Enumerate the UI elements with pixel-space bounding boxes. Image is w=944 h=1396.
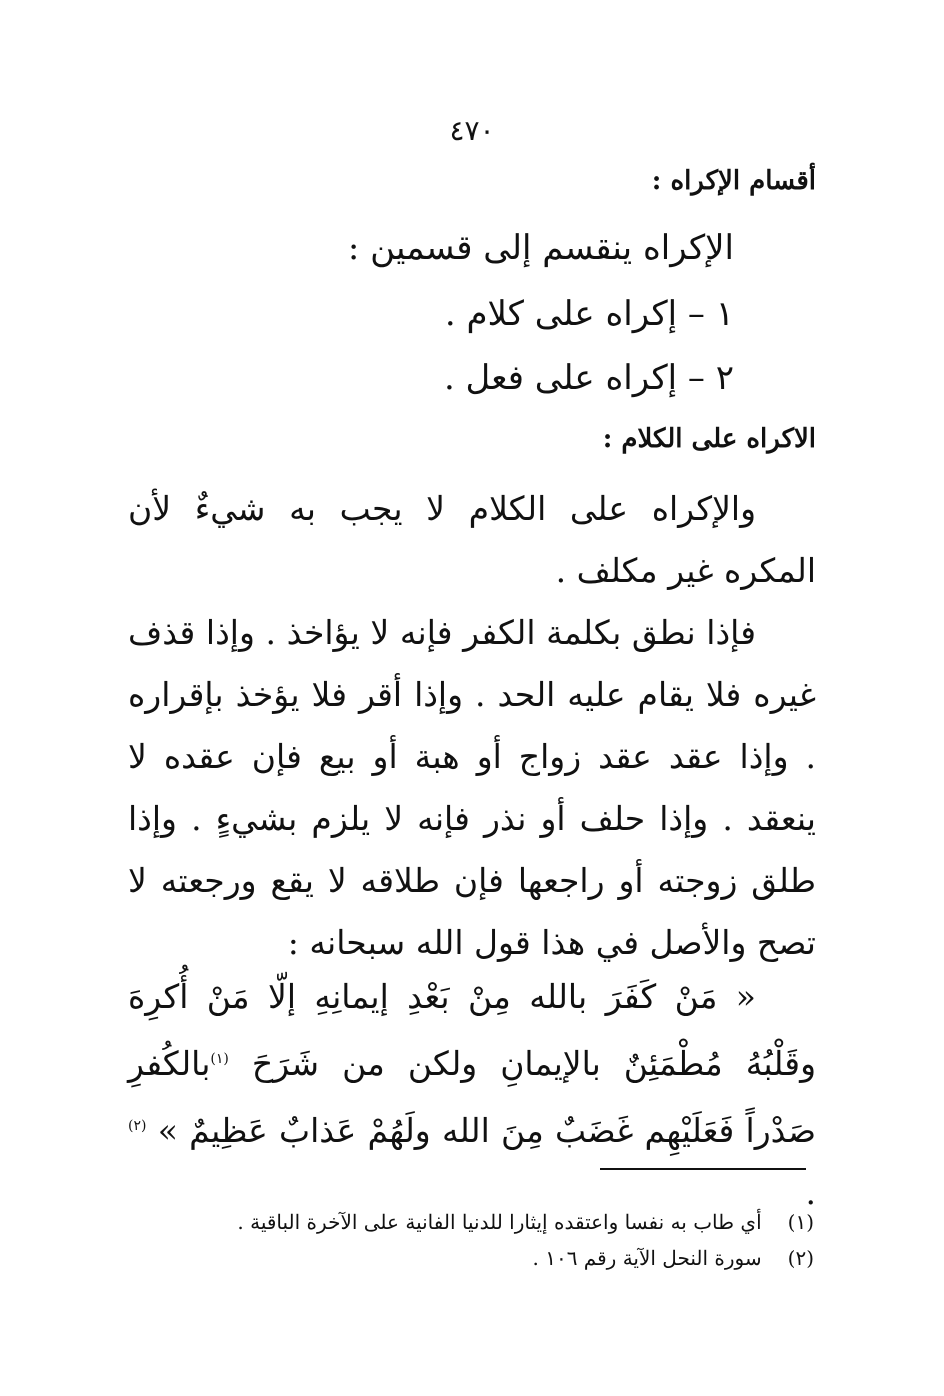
quote-end: . bbox=[805, 1173, 816, 1212]
list-item-2: ٢ – إكراه على فعل . bbox=[443, 358, 734, 398]
subsection-heading: الاكراه على الكلام : bbox=[602, 424, 816, 454]
quran-quote bbox=[128, 966, 816, 1224]
footnote-divider bbox=[600, 1168, 806, 1170]
footnote-1-text: أي طاب به نفسا واعتقده إيثارا للدنيا الفانية على الآخرة الباقية . bbox=[237, 1210, 762, 1234]
footnote-2 bbox=[150, 1240, 814, 1276]
paragraph-1: والإكراه على الكلام لا يجب به شيءٌ لأن المكره غير مكلف . bbox=[128, 489, 816, 590]
page-number: ٤٧٠ bbox=[449, 114, 495, 147]
paragraph-2: فإذا نطق بكلمة الكفر فإنه لا يؤاخذ . وإذا قذف غيره فلا يقام عليه الحد . وإذا أقر فلا يؤخذ بإقراره . وإذا عقد عقد زواج أو هبة أو بيع فإن عقده لا ينعقد . وإذا حلف أو نذر فإنه لا يلزم بشيءٍ . وإذا طلق زوجته أو راجعها فإن طلاقه لا يقع ورجعته لا تصح والأصل في هذا قول الله سبحانه : bbox=[128, 613, 816, 962]
quote-footnote-ref-2: (٢) bbox=[128, 1118, 147, 1134]
quote-text-part2: بالكُفرِ صَدْراً فَعَلَيْهِم غَضَبٌ مِنَ الله ولَهُمْ عَذابٌ عَظِيمٌ » bbox=[128, 1044, 816, 1150]
footnote-1-mark: (١) bbox=[787, 1210, 814, 1234]
intro-line: الإكراه ينقسم إلى قسمين : bbox=[347, 228, 734, 268]
footnote-2-mark: (٢) bbox=[787, 1246, 814, 1270]
section-heading: أقسام الإكراه : bbox=[651, 166, 816, 196]
footnote-1 bbox=[150, 1204, 814, 1240]
quote-text-part1: « مَنْ كَفَرَ بالله مِنْ بَعْدِ إيمانِهِ إلّا مَنْ أُكرِهَ وقَلْبُهُ مُطْمَئِنٌ بالإيمانِ ولكن من شَرَحَ bbox=[128, 977, 817, 1083]
list-item-1: ١ – إكراه على كلام . bbox=[444, 294, 734, 334]
quote-footnote-ref-1: (١) bbox=[210, 1051, 229, 1067]
footnote-2-text: سورة النحل الآية رقم ١٠٦ . bbox=[532, 1246, 762, 1270]
